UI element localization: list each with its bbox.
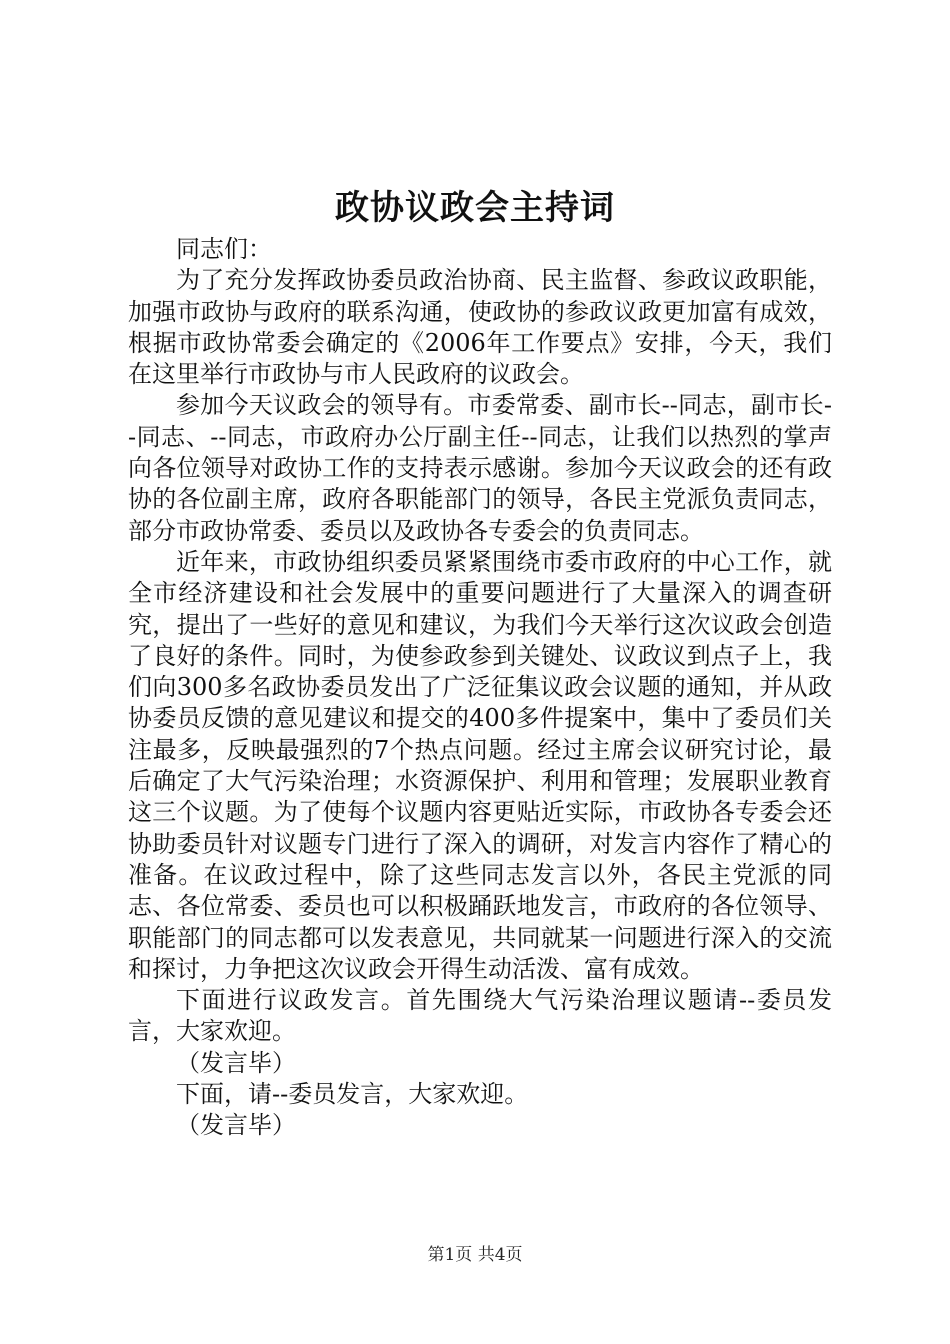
- document-title: 政协议政会主持词: [335, 188, 615, 228]
- paragraph-attendees: 参加今天议政会的领导有。市委常委、副市长--同志，副市长--同志、--同志，市政府办公厅副主任--同志，让我们以热烈的掌声向各位领导对政协工作的支持表示感谢。参加今天议政会的还有政协的各位副主席，政府各职能部门的领导，各民主党派负责同志，部分市政协常委、委员以及政协各专委会的负责同志。: [128, 391, 832, 545]
- speech-end-note: （发言毕）: [176, 1048, 296, 1077]
- paragraph-first-speaker: 下面进行议政发言。首先围绕大气污染治理议题请--委员发言，大家欢迎。: [128, 986, 832, 1046]
- page-footer: 第1页 共4页: [427, 1245, 523, 1265]
- paragraph-background: 近年来，市政协组织委员紧紧围绕市委市政府的中心工作，就全市经济建设和社会发展中的重要问题进行了大量深入的调查研究，提出了一些好的意见和建议，为我们今天举行这次议政会创造了良好的条件。同时，为使参政参到关键处、议政议到点子上，我们向300多名政协委员发出了广泛征集议政会议题的通知，并从政协委员反馈的意见建议和提交的400多件提案中，集中了委员们关注最多，反映最强烈的7个热点问题。经过主席会议研究讨论，最后确定了大气污染治理；水资源保护、利用和管理；发展职业教育这三个议题。为了使每个议题内容更贴近实际，市政协各专委会还协助委员针对议题专门进行了深入的调研，对发言内容作了精心的准备。在议政过程中，除了这些同志发言以外，各民主党派的同志、各位常委、委员也可以积极踊跃地发言，市政府的各位领导、职能部门的同志都可以发表意见，共同就某一问题进行深入的交流和探讨，力争把这次议政会开得生动活泼、富有成效。: [128, 547, 832, 983]
- speech-end-note: （发言毕）: [176, 1111, 296, 1140]
- paragraph-purpose: 为了充分发挥政协委员政治协商、民主监督、参政议政职能，加强市政协与政府的联系沟通，使政协的参政议政更加富有成效，根据市政协常委会确定的《2006年工作要点》安排，今天，我们在这里举行市政协与市人民政府的议政会。: [128, 266, 832, 389]
- paragraph-next-speaker: 下面，请--委员发言，大家欢迎。: [176, 1080, 529, 1109]
- document-body: [128, 234, 832, 1142]
- salutation: 同志们：: [176, 235, 272, 263]
